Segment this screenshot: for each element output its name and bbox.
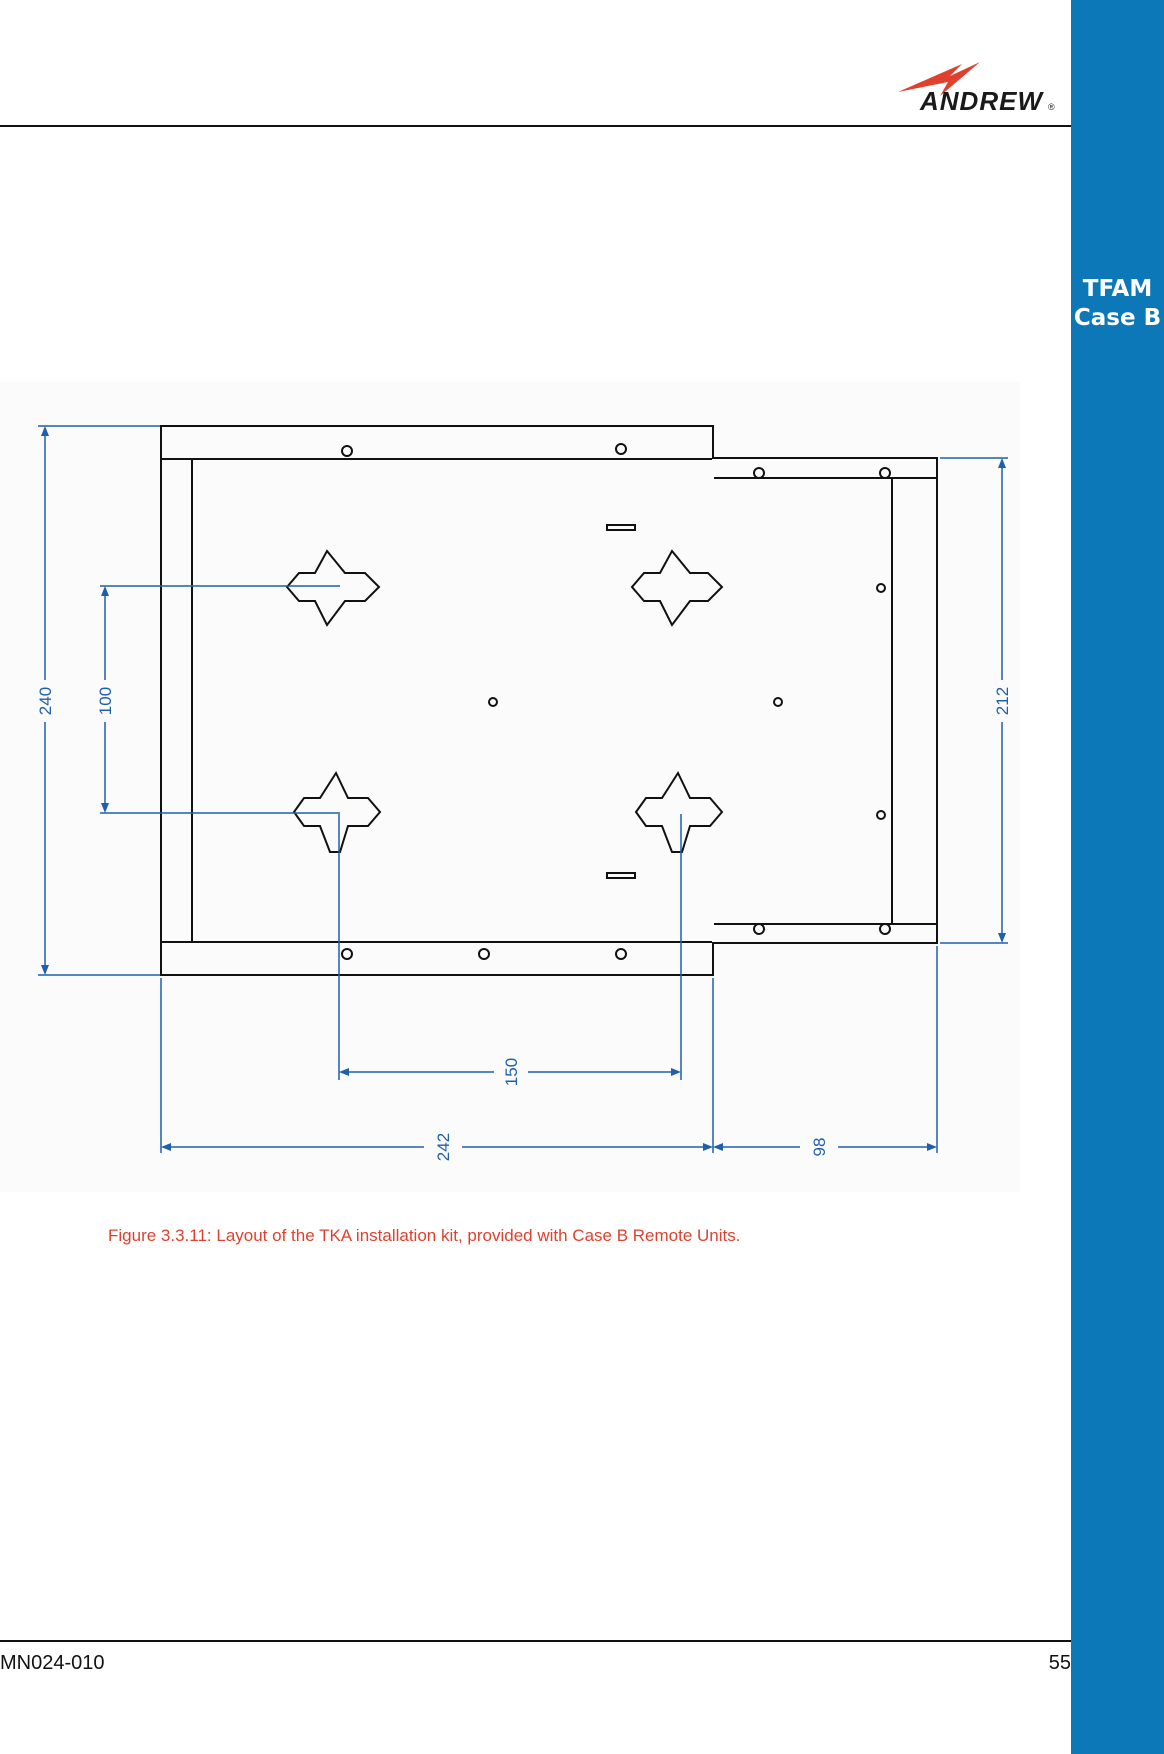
section-tab-line-2: Case B	[1073, 305, 1162, 331]
section-tab-label	[1071, 275, 1164, 333]
svg-text:®: ®	[1048, 102, 1055, 112]
dim-slot-spacing-vertical: 100	[96, 686, 115, 716]
document-id: MN024-010	[0, 1652, 105, 1674]
dim-slot-spacing-horizontal: 150	[502, 1057, 521, 1087]
section-tab-line-1: TFAM	[1082, 276, 1153, 302]
dim-right-height: 212	[993, 686, 1012, 716]
dim-overall-height: 240	[36, 686, 55, 716]
svg-text:ANDREW: ANDREW	[920, 86, 1043, 116]
dim-right-width: 98	[810, 1137, 829, 1157]
section-side-band	[1071, 0, 1164, 1754]
dim-left-width: 242	[434, 1132, 453, 1162]
footer-rule	[0, 1640, 1071, 1642]
page-number: 55	[1048, 1652, 1071, 1674]
figure-caption: Figure 3.3.11: Layout of the TKA installation kit, provided with Case B Remote Units.	[108, 1226, 741, 1245]
